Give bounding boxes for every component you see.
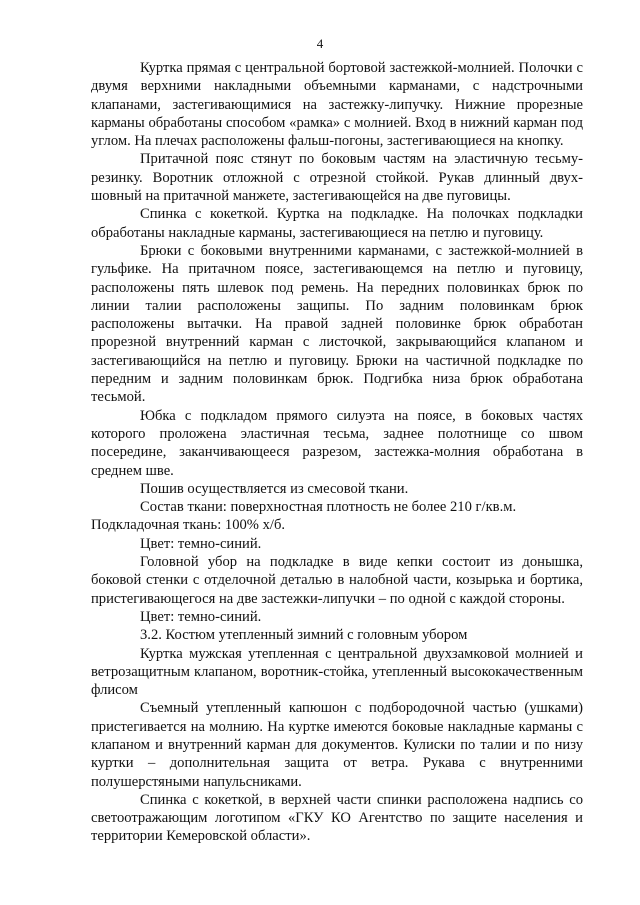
- paragraph-waistband: Притачной пояс стянут по боковым частям на эластичную тесьму-резинку. Воротник отложной с отрезной стойкой. Рукав длинный двух-шовный на притачной манжете, застегивающейся на две пуговицы.: [91, 151, 583, 205]
- paragraph-headwear: Головной убор на подкладке в виде кепки состоит из донышка, боковой стенки с отделочной деталью в налобной части, козырька и бортика, пристегивающегося на две застежки-липучки – по одной с каждой стороны.: [91, 554, 583, 607]
- paragraph-color-1: Цвет: темно-синий.: [140, 535, 262, 552]
- paragraph-skirt: Юбка с подкладом прямого силуэта на поясе, в боковых частях которого проложена эластичная тесьма, заднее полотнище со швом посередине, заканчивающееся разрезом, застежка-молния обработана в среднем шве.: [91, 407, 583, 479]
- document-body: [91, 59, 583, 846]
- paragraph-hood: Съемный утепленный капюшон с подбородочной частью (ушками) пристегивается на молнию. На куртке имеются боковые накладные карманы с клапаном и внутренний карман для документов. Кулиски по талии и по низу куртки – дополнительная защита от ветра. Рукава с внутренними полушерстяными напульсниками.: [91, 700, 583, 790]
- paragraph-lining-fabric: Подкладочная ткань: 100% х/б.: [91, 517, 286, 534]
- paragraph-fabric-type: Пошив осуществляется из смесовой ткани.: [140, 480, 409, 497]
- paragraph-color-2: Цвет: темно-синий.: [140, 608, 262, 625]
- paragraph-winter-jacket: Куртка мужская утепленная с центральной двухзамковой молнией и ветрозащитным клапаном, воротник-стойка, утепленный высококачественным флисом: [91, 645, 583, 699]
- paragraph-back-logo: Спинка с кокеткой, в верхней части спинки расположена надпись со светоотражающим логотипом «ГКУ КО Агентство по защите населения и территории Кемеровской области».: [91, 791, 583, 845]
- page-number: 4: [316, 36, 324, 51]
- section-heading-3-2: 3.2. Костюм утепленный зимний с головным убором: [140, 627, 468, 644]
- paragraph-trousers: Брюки с боковыми внутренними карманами, с застежкой-молнией в гульфике. На притачном поясе, застегивающемся на петлю и пуговицу, расположены пять шлевок под ремень. На передних половинках брюк по линии талии расположены защипы. По задним половинкам брюк расположены вытачки. На правой задней половинке брюк обработан прорезной внутренний карман с листочкой, закрывающийся клапаном и застегивающийся на петлю и пуговицу. Брюки на частичной подкладке по передним и задним половинкам брюк. Подгибка низа брюк обработана тесьмой.: [91, 242, 583, 406]
- paragraph-jacket: Куртка прямая с центральной бортовой застежкой-молнией. Полочки с двумя верхними накладными объемными карманами, с надстрочными клапанами, застегивающимися на застежку-липучку. Нижние прорезные карманы обработаны способом «рамка» с молнией. Вход в нижний карман под углом. На плечах расположены фальш-погоны, застегивающиеся на кнопку.: [91, 60, 583, 150]
- paragraph-back-yoke: Спинка с кокеткой. Куртка на подкладке. На полочках подкладки обработаны накладные карманы, застегивающиеся на петлю и пуговицу.: [91, 206, 583, 241]
- paragraph-fabric-composition: Состав ткани: поверхностная плотность не более 210 г/кв.м.: [140, 499, 517, 516]
